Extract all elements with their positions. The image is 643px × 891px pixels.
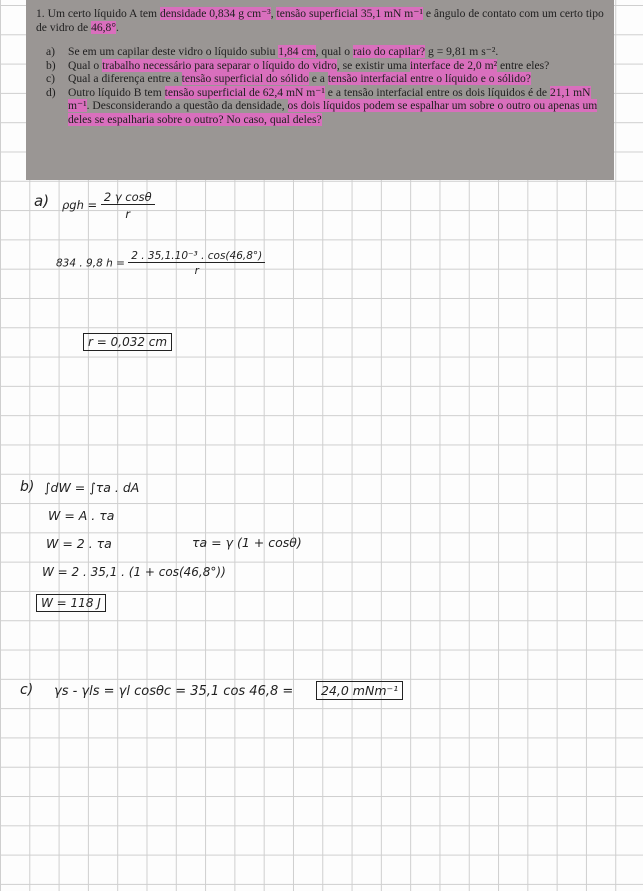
answer-a-equation-1 (62, 190, 155, 221)
question-intro-segment: , (270, 7, 277, 20)
question-item (36, 45, 604, 59)
question-intro-segment-highlighted: 46,8° (91, 20, 116, 34)
question-item-segment: . Desconsiderando a questão da densidade, (86, 99, 288, 112)
answer-b-side-equation: τa = γ (1 + cosθ) (192, 535, 302, 550)
question-item-label: c) (46, 72, 56, 85)
question-item-segment-highlighted: trabalho necessário para separar o líquido do vidro (102, 58, 337, 72)
question-items (36, 45, 604, 126)
question-item-label: a) (46, 45, 56, 58)
answer-a-eq1-fraction (101, 190, 155, 221)
question-item-label: d) (46, 85, 56, 99)
answer-c-expression: γs - γls = γl cosθc = 35,1 cos 46,8 = (54, 684, 294, 699)
answer-b-line-1: ∫dW = ∫τa . dA (44, 480, 140, 495)
question-intro (36, 7, 604, 34)
question-item-segment-highlighted: tensão superficial de 62,4 mN m⁻¹ (164, 85, 325, 99)
question-item-segment: Qual a diferença entre a (68, 72, 182, 85)
answer-c-result: 24,0 mNm⁻¹ (316, 681, 403, 700)
answer-b-line-4: W = 2 . 35,1 . (1 + cos(46,8°)) (42, 565, 226, 579)
answer-b-label: b) (20, 479, 35, 495)
question-item-segment-highlighted: interface de 2,0 m² (409, 58, 498, 72)
printed-question-strip (26, 0, 614, 180)
answer-a-eq2-fraction (128, 250, 265, 277)
question-intro-segment: e ângulo de contato com um certo tipo de vidro de (36, 7, 604, 34)
question-item-segment: Se em um capilar deste vidro o líquido subiu (68, 45, 279, 58)
answer-a-eq2-denominator: r (194, 265, 199, 277)
question-intro-segment: . (116, 20, 119, 34)
question-item-text (68, 59, 549, 73)
answer-a-eq1-numerator: 2 γ cosθ (101, 190, 155, 205)
question-item-segment: e a (308, 72, 328, 85)
answer-a-eq1-denominator: r (125, 207, 131, 221)
answer-b-result: W = 118 J (36, 594, 106, 612)
question-item-text (68, 86, 604, 127)
answer-a-eq1-left: ρgh = (62, 198, 98, 212)
answer-a-eq2-left: 834 . 9,8 h = (56, 257, 125, 270)
answer-a-result: r = 0,032 cm (83, 333, 172, 351)
answer-c-label: c) (20, 682, 34, 698)
question-item-segment: g = 9,81 m s⁻². (425, 45, 499, 58)
question-item-segment: entre eles? (497, 58, 550, 72)
question-item-text (68, 45, 498, 59)
question-item-segment: Qual o (68, 58, 103, 72)
question-item (36, 86, 604, 127)
question-item-segment-highlighted: 21,1 mN m⁻¹ (68, 85, 591, 112)
question-intro-segment: 1. Um certo líquido A tem (36, 7, 160, 20)
question-item-segment-highlighted: os dois líquidos podem se espalhar um sobre o outro ou apenas um deles se espalharia sobre o outro? No caso, qual deles? (68, 99, 598, 126)
answer-b-line-2: W = A . τa (48, 508, 115, 523)
question-item-segment-highlighted: raio do capilar? (352, 45, 426, 58)
question-intro-segment-highlighted: densidade 0,834 g cm⁻³ (159, 7, 271, 20)
question-intro-segment-highlighted: tensão superficial 35,1 mN m⁻¹ (276, 7, 423, 20)
question-item (36, 59, 604, 73)
question-item-segment-highlighted: 1,84 cm (278, 45, 316, 58)
question-item-segment: Outro líquido B tem (68, 85, 165, 99)
question-item-segment: , qual o (315, 45, 353, 58)
question-item-segment-highlighted: tensão superficial do sólido (181, 72, 309, 85)
question-item-segment: , se existir uma (336, 58, 410, 72)
answer-a-eq2-numerator: 2 . 35,1.10⁻³ . cos(46,8°) (128, 250, 265, 263)
answer-a-label: a) (34, 192, 50, 210)
question-item-segment: e a tensão interfacial entre os dois líquidos é de (324, 85, 550, 99)
answer-b-line-3: W = 2 . τa (46, 536, 112, 551)
question-item (36, 72, 604, 86)
question-item-segment-highlighted: tensão interfacial entre o líquido e o sólido? (327, 72, 531, 85)
answer-a-equation-2 (56, 250, 265, 277)
question-item-text (68, 72, 531, 86)
question-item-label: b) (46, 58, 56, 72)
